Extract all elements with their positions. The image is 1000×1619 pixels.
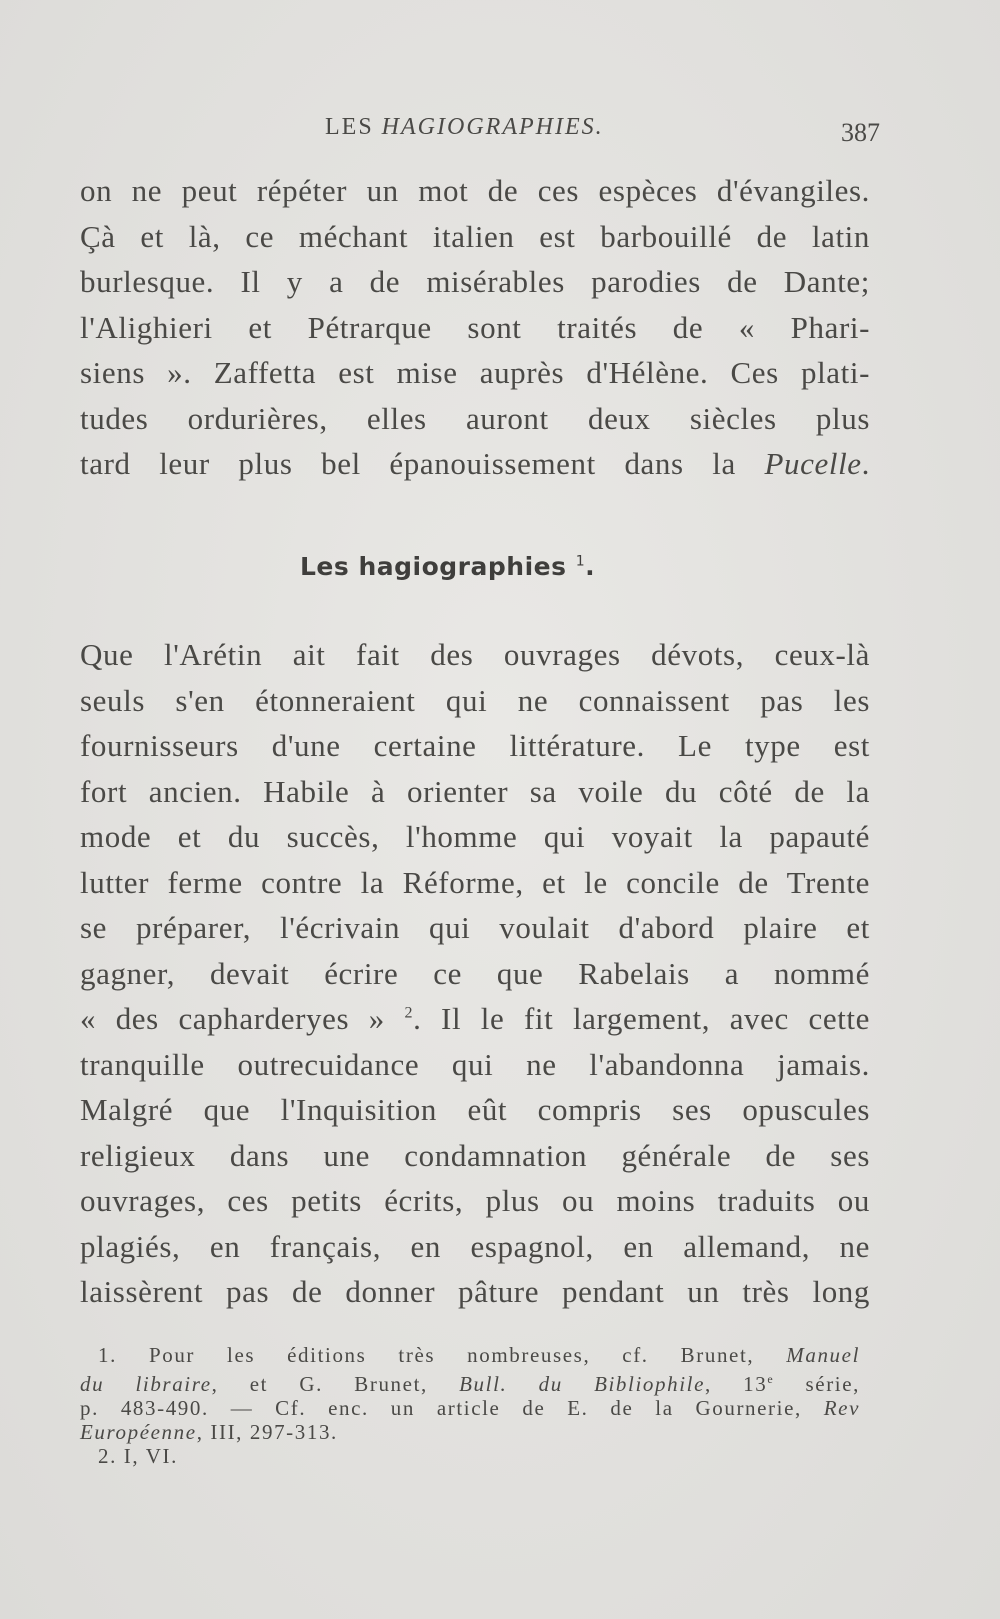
text-line: ouvrages, ces petits écrits, plus ou moins traduits ou (80, 1183, 870, 1218)
text-line: mode et du succès, l'homme qui voyait la papauté (80, 819, 870, 854)
footnote-text: , 13 (705, 1372, 768, 1396)
text-line: l'Alighieri et Pétrarque sont traités de « Phari- (80, 309, 870, 345)
footnote-italic: Manuel (786, 1343, 860, 1367)
paragraph-2 (80, 632, 870, 1315)
section-heading (300, 552, 595, 581)
text-line: religieux dans une condamnation générale de ses (80, 1137, 870, 1173)
footnote-line (80, 1396, 860, 1420)
text-line: tranquille outrecuidance qui ne l'abandonna jamais. (80, 1046, 870, 1082)
text-line: burlesque. Il y a de misérables parodies de Dante; (80, 264, 870, 299)
text-roman: tard leur plus bel épanouissement dans la (80, 446, 765, 481)
text-line: se préparer, l'écrivain qui voulait d'abord plaire et (80, 910, 870, 945)
page-number: 387 (841, 118, 880, 147)
text-line (80, 996, 870, 1042)
text-roman: « des capharderyes » (80, 1001, 405, 1036)
footnote-text: série, (774, 1372, 860, 1396)
text-line: seuls s'en étonneraient qui ne connaissent pas les (80, 682, 870, 718)
footnote-line (80, 1367, 860, 1396)
running-title-roman: LES (325, 114, 382, 140)
footnotes (80, 1343, 860, 1468)
footnote-italic: Bull. du Bibliophile (459, 1372, 705, 1396)
text-line: on ne peut répéter un mot de ces espèces d'évangiles. (80, 173, 870, 208)
footnote-line (80, 1343, 860, 1367)
footnote-italic: Rev (823, 1396, 860, 1420)
footnote-italic: Européenne (80, 1420, 197, 1444)
text-line: Que l'Arétin ait fait des ouvrages dévots, ceux-là (80, 637, 870, 672)
text-line: Çà et là, ce méchant italien est barbouillé de latin (80, 218, 870, 254)
running-head (80, 110, 880, 150)
text-line (80, 441, 870, 487)
text-line: gagner, devait écrire ce que Rabelais a nommé (80, 955, 870, 991)
footnote-text: p. 483-490. — Cf. enc. un article de E. de la Gournerie, (80, 1396, 824, 1420)
footnote-sup: e (767, 1372, 775, 1386)
footnote-text: 1. Pour les éditions très nombreuses, cf. Brunet, (98, 1343, 787, 1367)
text-line: lutter ferme contre la Réforme, et le concile de Trente (80, 864, 870, 900)
footnote-italic: du libraire (80, 1372, 212, 1396)
running-title (325, 114, 604, 141)
footnote-ref: 2 (404, 1004, 414, 1022)
footnote-ref: 1 (575, 553, 586, 570)
text-roman: . Il le fit largement, avec cette (413, 1001, 870, 1036)
footnote-text: , III, 297-313. (196, 1420, 338, 1444)
text-line: fort ancien. Habile à orienter sa voile du côté de la (80, 773, 870, 809)
text-line: tudes ordurières, elles auront deux siècles plus (80, 400, 870, 436)
text-line: Malgré que l'Inquisition eût compris ses opuscules (80, 1092, 870, 1127)
footnote-line: 2. I, VI. (98, 1444, 178, 1468)
text-line: plagiés, en français, en espagnol, en allemand, ne (80, 1228, 870, 1264)
work-title-italic: Pucelle (764, 446, 862, 481)
text-punct: . (861, 446, 870, 481)
text-line: fournisseurs d'une certaine littérature. Le type est (80, 728, 870, 763)
running-title-italic: HAGIOGRAPHIES. (381, 114, 604, 140)
paragraph-1 (80, 168, 870, 487)
text-line: siens ». Zaffetta est mise auprès d'Hélène. Ces plati- (80, 355, 870, 390)
text-line: laissèrent pas de donner pâture pendant un très long (80, 1274, 870, 1309)
heading-punct: . (585, 552, 596, 581)
section-heading-text: Les hagiographies (300, 552, 567, 581)
footnote-line (80, 1420, 860, 1444)
footnote-text: , et G. Brunet, (211, 1372, 460, 1396)
